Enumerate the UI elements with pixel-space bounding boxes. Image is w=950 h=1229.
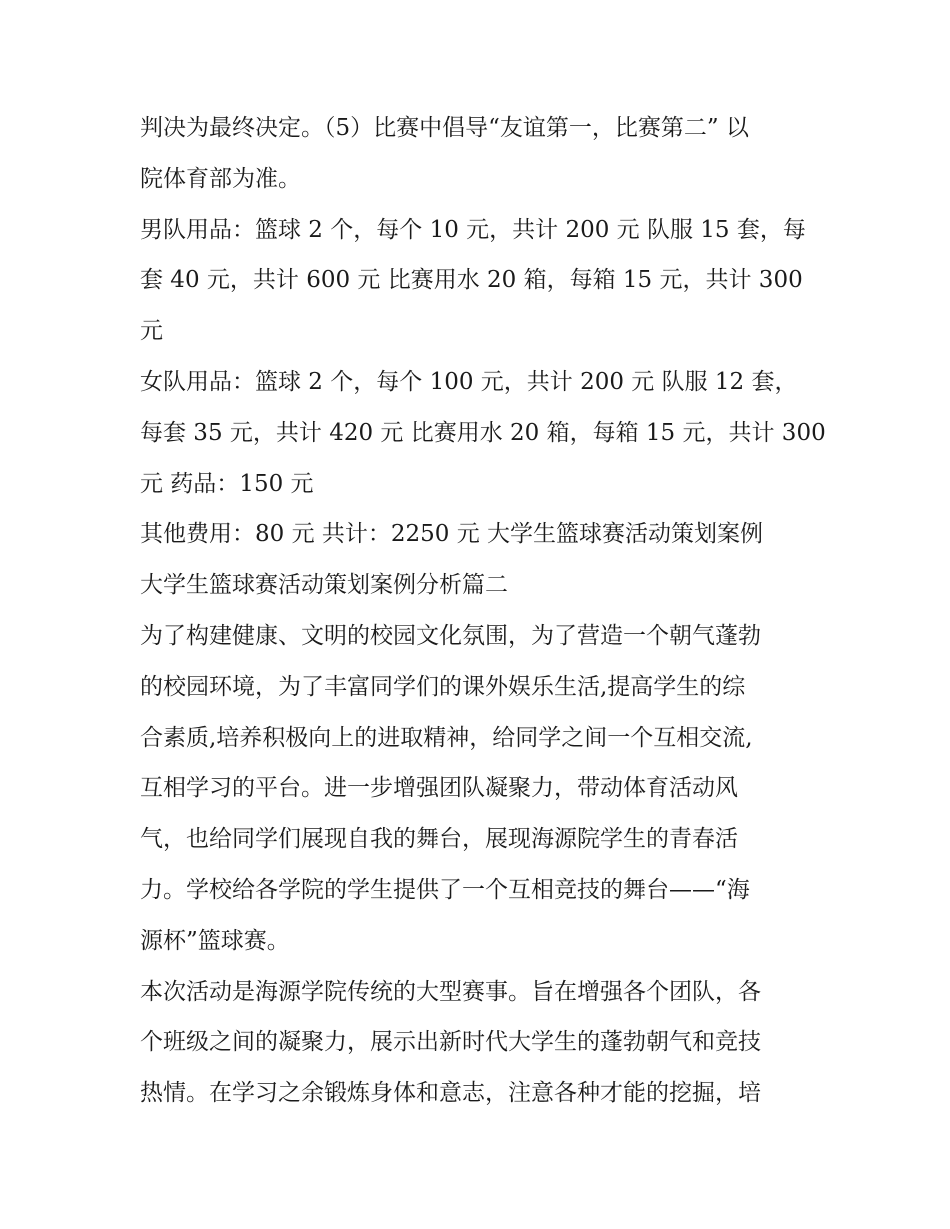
text-line: 气，也给同学们展现自我的舞台，展现海源院学生的青春活	[140, 826, 738, 853]
text-line: 个班级之间的凝聚力，展示出新时代大学生的蓬勃朝气和竞技	[140, 1029, 761, 1056]
text-line: 源杯”篮球赛。	[140, 927, 290, 954]
text-line: 本次活动是海源学院传统的大型赛事。旨在增强各个团队，各	[140, 978, 761, 1005]
text-line: 合素质,培养积极向上的进取精神，给同学之间一个互相交流,	[140, 724, 753, 751]
section-heading: 大学生篮球赛活动策划案例分析篇二	[140, 572, 508, 599]
text-line: 院体育部为准。	[140, 165, 301, 192]
text-line: 热情。在学习之余锻炼身体和意志，注意各种才能的挖掘，培	[140, 1080, 761, 1107]
text-line: 男队用品：篮球 2 个，每个 10 元，共计 200 元 队服 15 套，每	[140, 216, 806, 243]
text-line: 的校园环境，为了丰富同学们的课外娱乐生活,提高学生的综	[140, 673, 746, 700]
text-line: 元 药品：150 元	[140, 470, 314, 497]
text-line: 判决为最终决定。（5）比赛中倡导“友谊第一，比赛第二” 以	[140, 115, 749, 141]
text-line: 互相学习的平台。进一步增强团队凝聚力，带动体育活动风	[140, 775, 738, 802]
text-line: 元	[140, 318, 163, 345]
text-line: 女队用品：篮球 2 个，每个 100 元，共计 200 元 队服 12 套，	[140, 368, 798, 395]
document-body	[140, 103, 826, 1119]
text-line: 其他费用：80 元 共计：2250 元 大学生篮球赛活动策划案例	[140, 521, 764, 548]
text-line: 每套 35 元，共计 420 元 比赛用水 20 箱，每箱 15 元，共计 300	[140, 419, 826, 446]
text-line: 为了构建健康、文明的校园文化氛围，为了营造一个朝气蓬勃	[140, 622, 761, 649]
text-line: 力。学校给各学院的学生提供了一个互相竞技的舞台——“海	[140, 876, 750, 903]
text-line: 套 40 元，共计 600 元 比赛用水 20 箱，每箱 15 元，共计 300	[140, 267, 803, 294]
